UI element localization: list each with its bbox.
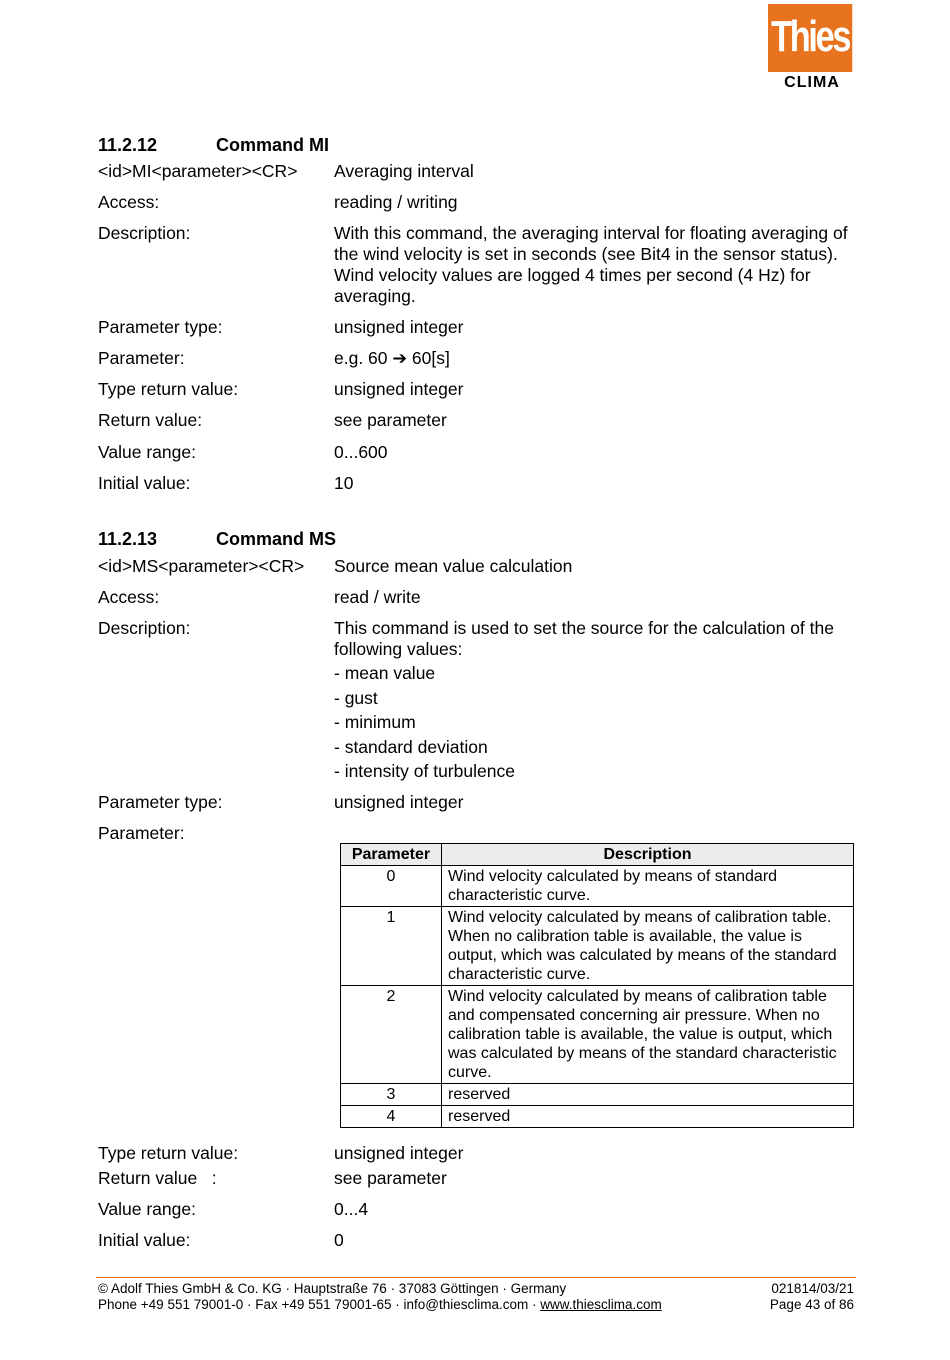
section-number: 11.2.12 xyxy=(98,135,158,155)
param-type-label: Parameter type: xyxy=(98,792,223,812)
table-row xyxy=(341,986,854,1084)
range-value: 0...600 xyxy=(334,442,388,462)
logo-brand: Thies xyxy=(768,4,852,72)
list-item: - minimum xyxy=(334,712,416,732)
section-title: Command MI xyxy=(216,135,330,155)
section-title: Command MS xyxy=(216,529,337,549)
table-row xyxy=(341,907,854,986)
table-cell-parameter: 2 xyxy=(341,986,442,1084)
table-cell-parameter: 4 xyxy=(341,1106,442,1128)
list-item: - standard deviation xyxy=(334,737,488,757)
table-cell-description: Wind velocity calculated by means of standard characteristic curve. xyxy=(442,866,854,907)
syntax: <id>MS<parameter><CR> xyxy=(98,556,305,576)
logo-sub: CLIMA xyxy=(784,74,840,91)
list-item: - intensity of turbulence xyxy=(334,761,515,781)
range-value: 0...4 xyxy=(334,1199,369,1219)
syntax-description: Source mean value calculation xyxy=(334,556,573,576)
access-value: reading / writing xyxy=(334,192,458,212)
initial-value: 0 xyxy=(334,1230,344,1250)
parameter-label: Parameter: xyxy=(98,348,185,368)
parameter-label: Parameter: xyxy=(98,823,185,843)
parameter-value: e.g. 60 ➔ 60[s] xyxy=(334,348,450,368)
table-cell-description: reserved xyxy=(442,1106,854,1128)
return-value: see parameter xyxy=(334,1168,447,1188)
syntax: <id>MI<parameter><CR> xyxy=(98,161,298,181)
table-row xyxy=(341,1084,854,1106)
param-type-value: unsigned integer xyxy=(334,317,464,337)
section-number: 11.2.13 xyxy=(98,529,158,549)
list-item: - mean value xyxy=(334,663,436,683)
return-label: Return value: xyxy=(98,410,203,430)
list-item: - gust xyxy=(334,688,378,708)
footer-address: © Adolf Thies GmbH & Co. KG · Hauptstraße 76 · 37083 Göttingen · Germany xyxy=(98,1281,567,1296)
range-label: Value range: xyxy=(98,442,196,462)
range-label: Value range: xyxy=(98,1199,196,1219)
footer-right xyxy=(770,1281,854,1313)
description-label: Description: xyxy=(98,223,191,243)
return-label: Return value : xyxy=(98,1168,217,1188)
footer-phone-fax-email: Phone +49 551 79001-0 · Fax +49 551 79001-65 · info@thiesclima.com · xyxy=(98,1297,541,1312)
parameter-table xyxy=(340,843,854,1128)
access-label: Access: xyxy=(98,587,160,607)
website-link[interactable]: www.thiesclima.com xyxy=(540,1297,662,1312)
table-cell-description: reserved xyxy=(442,1084,854,1106)
col-header-parameter: Parameter xyxy=(341,844,442,866)
access-label: Access: xyxy=(98,192,160,212)
table-cell-parameter: 1 xyxy=(341,907,442,986)
description-value: With this command, the averaging interval for floating averaging of the wind velocity is set in seconds (see Bit4 in the sensor status). Wind velocity values are logged 4 times per second (4 Hz) for averaging. xyxy=(334,223,848,306)
type-return-value: unsigned integer xyxy=(334,1143,464,1163)
footer-divider xyxy=(96,1277,856,1278)
section-heading-mi xyxy=(98,135,329,156)
access-value: read / write xyxy=(334,587,421,607)
document-id: 021814/03/21 xyxy=(771,1281,854,1296)
col-header-description: Description xyxy=(442,844,854,866)
description-label: Description: xyxy=(98,618,191,638)
table-cell-description: Wind velocity calculated by means of calibration table and compensated concerning air pressure. When no calibration table is available, the value is output, which was calculated by means of the standard characteristic curve. xyxy=(442,986,854,1084)
description-value: This command is used to set the source for the calculation of the following values: xyxy=(334,618,834,659)
param-type-label: Parameter type: xyxy=(98,317,223,337)
page-number: Page 43 of 86 xyxy=(769,1297,854,1312)
type-return-label: Type return value: xyxy=(98,379,239,399)
initial-value: 10 xyxy=(334,473,354,493)
initial-label: Initial value: xyxy=(98,1230,191,1250)
table-cell-description: Wind velocity calculated by means of calibration table. When no calibration table is available, the value is output, which was calculated by means of the standard characteristic curve. xyxy=(442,907,854,986)
table-row xyxy=(341,1106,854,1128)
type-return-label: Type return value: xyxy=(98,1143,239,1163)
table-header-row xyxy=(341,844,854,866)
param-type-value: unsigned integer xyxy=(334,792,464,812)
table-row xyxy=(341,866,854,907)
table-cell-parameter: 3 xyxy=(341,1084,442,1106)
footer-contact xyxy=(98,1297,662,1313)
return-value: see parameter xyxy=(334,410,447,430)
footer-left xyxy=(98,1281,662,1313)
thies-clima-logo xyxy=(768,4,854,91)
section-heading-ms xyxy=(98,529,336,550)
syntax-description: Averaging interval xyxy=(334,161,474,181)
table-cell-parameter: 0 xyxy=(341,866,442,907)
type-return-value: unsigned integer xyxy=(334,379,464,399)
initial-label: Initial value: xyxy=(98,473,191,493)
